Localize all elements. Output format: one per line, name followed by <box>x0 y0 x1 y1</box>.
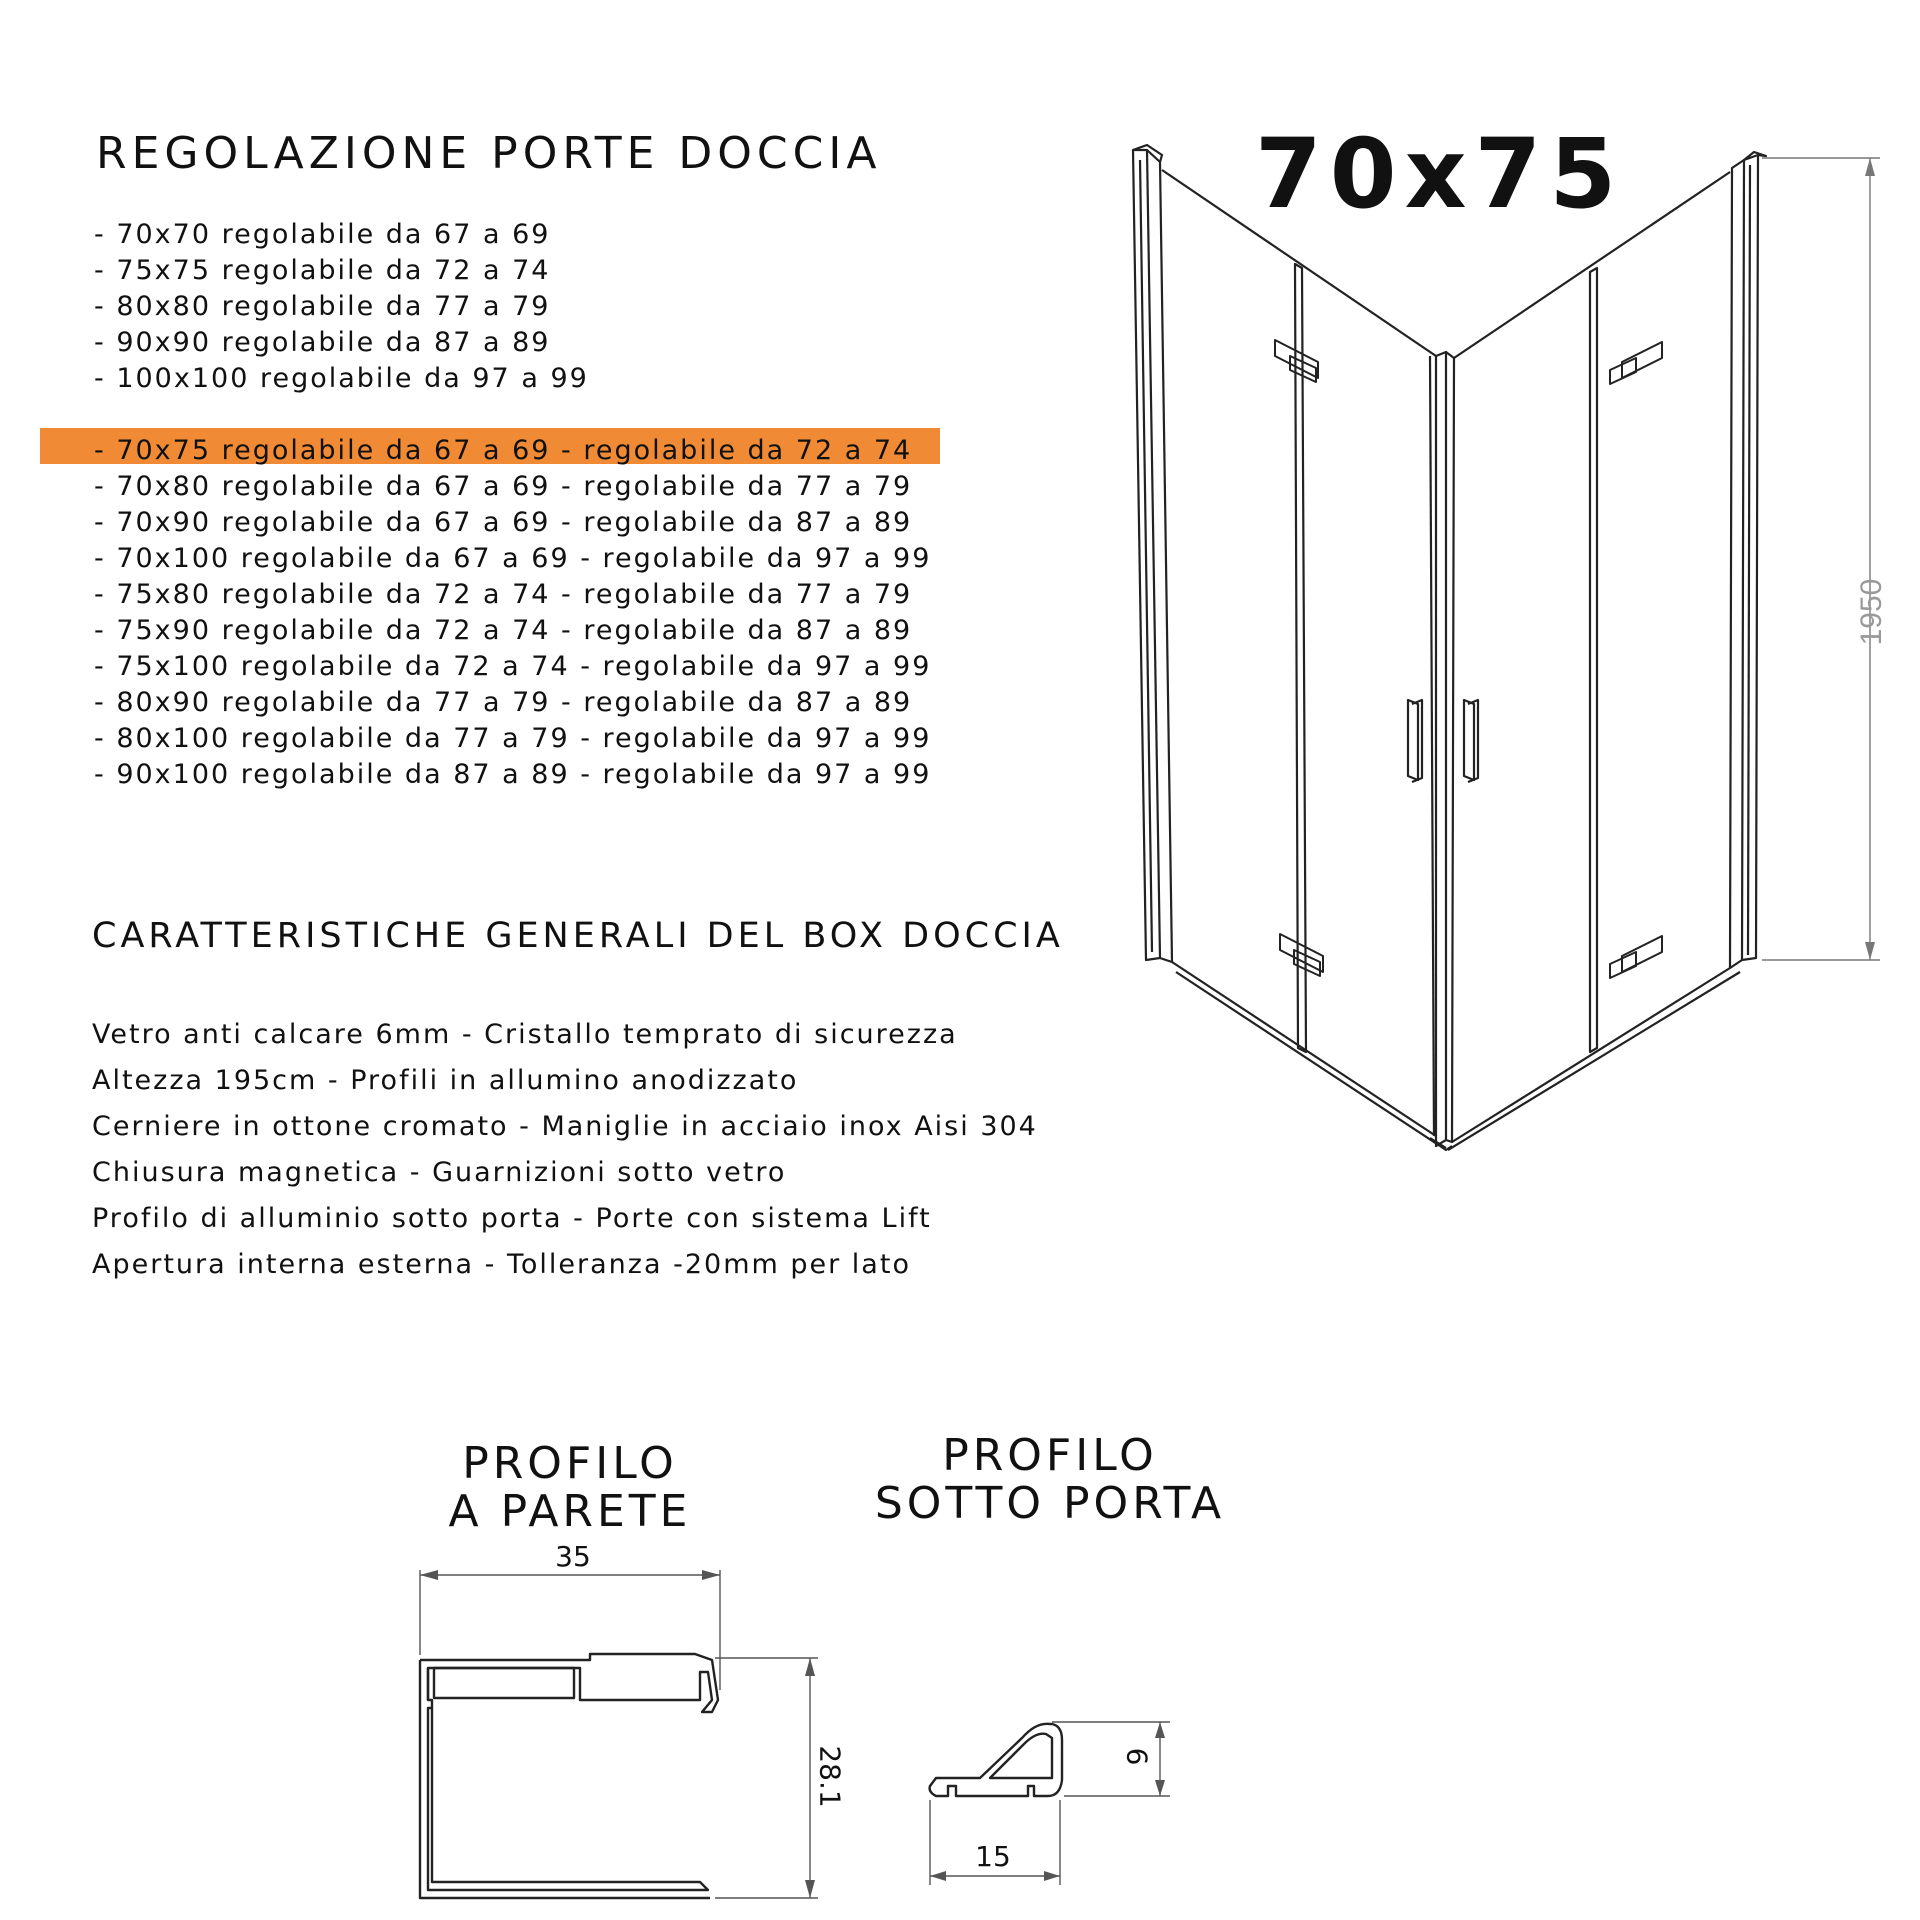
height-dimension-label-wrap <box>1842 560 1902 660</box>
feature-item: Vetro anti calcare 6mm - Cristallo temprato di sicurezza <box>92 1019 958 1050</box>
features-title: CARATTERISTICHE GENERALI DEL BOX DOCCIA <box>92 916 1064 956</box>
wall-height-label: 28.1 <box>813 1745 847 1808</box>
list-item: - 70x80 regolabile da 67 a 69 - regolabile da 77 a 79 <box>94 471 913 502</box>
wall-profile-title-line1: PROFILO <box>462 1438 678 1489</box>
right-door-panels <box>1448 172 1740 1150</box>
adjustment-list <box>94 217 931 793</box>
list-item: - 70x100 regolabile da 67 a 69 - regolabile da 97 a 99 <box>94 543 932 574</box>
hinge-icon <box>1610 342 1662 978</box>
wall-width-label: 35 <box>555 1540 591 1573</box>
list-item: - 70x90 regolabile da 67 a 69 - regolabile da 87 a 89 <box>94 507 913 538</box>
adjustment-title: REGOLAZIONE PORTE DOCCIA <box>96 128 882 179</box>
list-item: - 75x90 regolabile da 72 a 74 - regolabile da 87 a 89 <box>94 615 913 646</box>
list-item: - 90x90 regolabile da 87 a 89 <box>94 327 551 358</box>
left-wall-profile <box>1133 145 1172 962</box>
wall-height-dimension <box>715 1658 818 1898</box>
door-width-label: 15 <box>975 1840 1011 1873</box>
feature-item: Cerniere in ottone cromato - Maniglie in acciaio inox Aisi 304 <box>92 1111 1038 1142</box>
door-profile-title-line2: SOTTO PORTA <box>874 1478 1226 1529</box>
list-item: - 75x75 regolabile da 72 a 74 <box>94 255 551 286</box>
list-item: - 100x100 regolabile da 97 a 99 <box>94 363 589 394</box>
wall-profile-title-line2: A PARETE <box>448 1486 692 1537</box>
feature-item: Apertura interna esterna - Tolleranza -20mm per lato <box>92 1249 911 1280</box>
list-item: - 75x80 regolabile da 72 a 74 - regolabile da 77 a 79 <box>94 579 913 610</box>
list-spacer <box>94 397 931 433</box>
list-item: - 70x70 regolabile da 67 a 69 <box>94 219 551 250</box>
list-item: - 80x90 regolabile da 77 a 79 - regolabile da 87 a 89 <box>94 687 913 718</box>
height-dimension-label: 1950 <box>1855 578 1888 646</box>
list-item: - 80x80 regolabile da 77 a 79 <box>94 291 551 322</box>
right-wall-profile <box>1730 152 1766 968</box>
feature-item: Profilo di alluminio sotto porta - Porte con sistema Lift <box>92 1203 932 1234</box>
door-profile-title <box>860 1432 1240 1528</box>
door-profile-title-line1: PROFILO <box>942 1430 1158 1481</box>
list-item: - 75x100 regolabile da 72 a 74 - regolabile da 97 a 99 <box>94 651 932 682</box>
left-door-panels <box>1162 170 1440 1146</box>
list-item-highlighted: - 70x75 regolabile da 67 a 69 - regolabile da 72 a 74 <box>94 435 913 466</box>
wall-width-dimension <box>420 1570 720 1690</box>
height-dimension <box>1762 158 1880 960</box>
features-list <box>92 1012 1038 1288</box>
hinge-icon <box>1275 340 1323 976</box>
size-label: 70x75 <box>1255 118 1625 230</box>
list-item: - 90x100 regolabile da 87 a 89 - regolabile da 97 a 99 <box>94 759 932 790</box>
wall-profile-title <box>420 1440 720 1536</box>
door-height-label: 6 <box>1120 1747 1154 1766</box>
handle-icon <box>1408 700 1478 782</box>
center-post <box>1430 352 1454 1148</box>
list-item: - 80x100 regolabile da 77 a 79 - regolabile da 97 a 99 <box>94 723 932 754</box>
feature-item: Chiusura magnetica - Guarnizioni sotto vetro <box>92 1157 787 1188</box>
feature-item: Altezza 195cm - Profili in allumino anodizzato <box>92 1065 799 1096</box>
